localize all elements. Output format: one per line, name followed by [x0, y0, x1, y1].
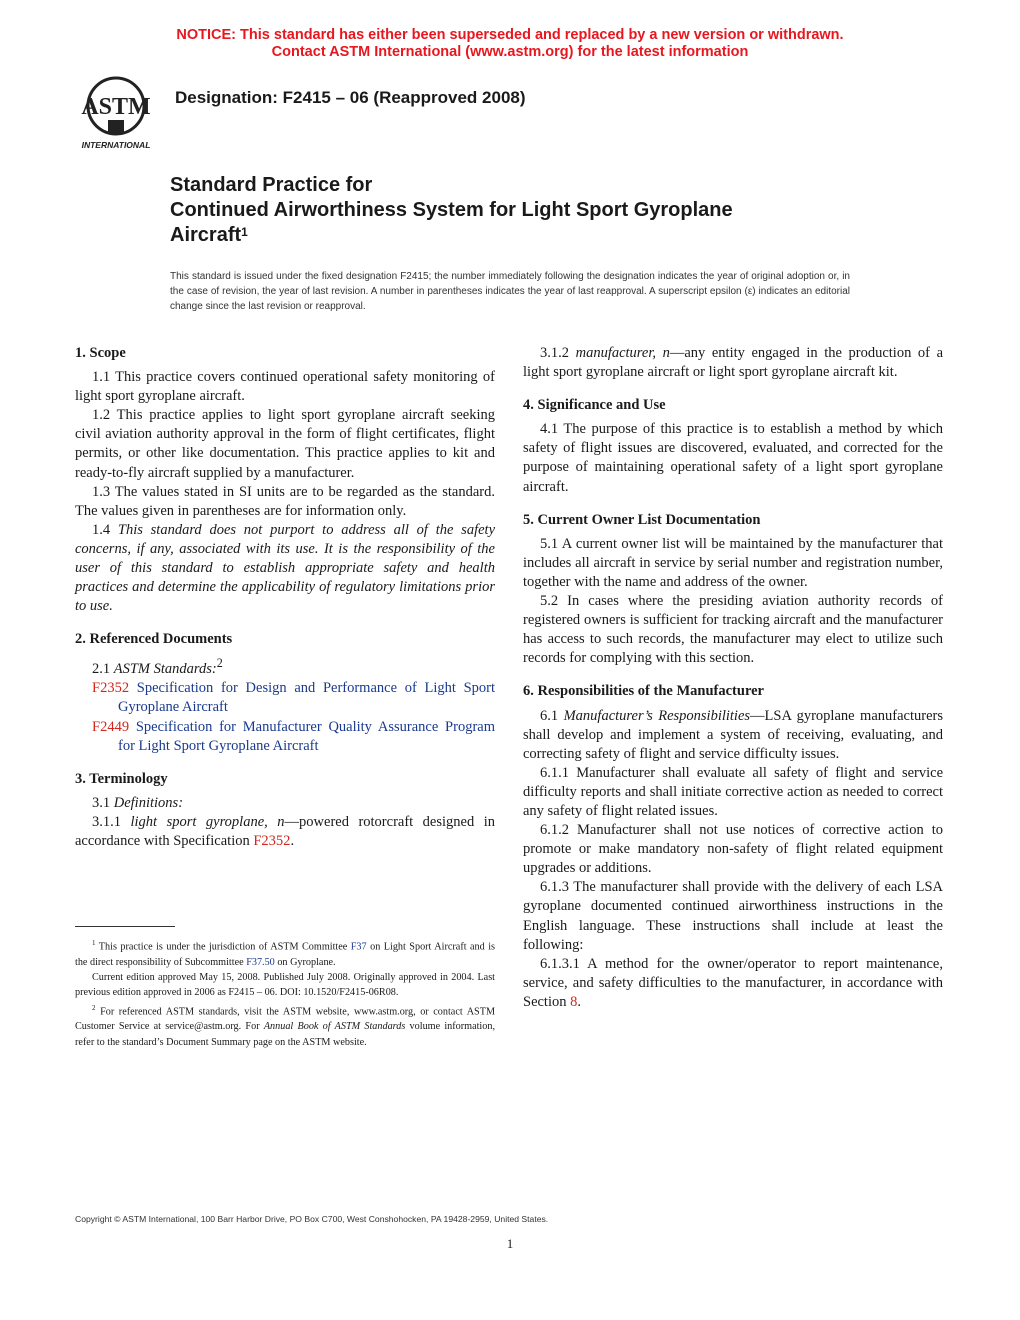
issued-note: This standard is issued under the fixed designation F2415; the number immediately following the designation indicates the year of original adoption or, in the case of revision, the year of last revision. A number in parentheses indicates the year of last reapproval. A superscript epsilon (ε) indicates an editorial change since the last revision or reapproval. — [170, 271, 850, 312]
logo-text: INTERNATIONAL — [81, 140, 151, 150]
footnote-1: $^1$ This practice is under the jurisdiction of ASTM Committee F37 on Light Sport Aircraft and is the direct responsibility of Subcommittee F37.50 on Gyroplane. — [75, 939, 495, 968]
footnote-1-edition: Current edition approved May 15, 2008. Published July 2008. Originally approved in 2004. Last previous edition approved in 2006 as F2415 – 06. DOI: 10.1520/F2415-06R08. — [75, 971, 495, 999]
paragraph-3-1-2: 3.1.2 manufacturer, n—any entity engaged in the production of a light sport gyroplane aircraft or light sport gyroplane aircraft kit. — [523, 345, 944, 381]
section-heading-owner-list: 5. Current Owner List Documentation — [523, 511, 761, 528]
left-column — [75, 344, 495, 851]
title-footnote-marker[interactable]: 1 — [241, 225, 248, 239]
paragraph-6-1-1: 6.1.1 Manufacturer shall evaluate all safety of flight and service difficulty reports and shall initiate corrective action as needed to correct any safety of flight related issues. — [523, 764, 943, 819]
footnote-2: $^2$ For referenced ASTM standards, visit the ASTM website, www.astm.org, or contact ASTM Customer Service at service@astm.org. For Annual Book of ASTM Standards volume information, refer to the standard’s Document Summary page on the ASTM website. — [75, 1003, 495, 1048]
title-line-2: Continued Airworthiness System for Light Sport Gyroplane — [170, 199, 733, 221]
footnote-divider — [75, 926, 175, 927]
reference-f2352[interactable]: F2352 Specification for Design and Performance of Light Sport Gyroplane Aircraft — [92, 680, 495, 716]
paragraph-6-1-3: 6.1.3 The manufacturer shall provide with the delivery of each LSA gyroplane documented continued airworthiness instructions in the English language. These instructions shall include at least the following: — [523, 879, 943, 953]
section-heading-responsibilities: 6. Responsibilities of the Manufacturer — [523, 683, 764, 700]
paragraph-6-1: 6.1 Manufacturer’s Responsibilities—LSA gyroplane manufacturers shall develop and implement a system of receiving, evaluating, and correcting safety of flight and service difficulty issues. — [523, 707, 943, 762]
paragraph-1-3: 1.3 The values stated in SI units are to be regarded as the standard. The values given in parentheses are for information only. — [75, 483, 495, 519]
notice-line-1: NOTICE: This standard has either been superseded and replaced by a new version or withdrawn. — [176, 27, 844, 43]
svg-text:ASTM: ASTM — [81, 94, 151, 120]
footnotes — [75, 936, 495, 1050]
section-heading-scope: 1. Scope — [75, 345, 126, 361]
page-number: 1 — [506, 1236, 514, 1251]
astm-international-logo-icon — [70, 74, 162, 154]
reference-f2449[interactable]: F2449 Specification for Manufacturer Quality Assurance Program for Light Sport Gyroplane Aircraft — [92, 718, 495, 754]
notice-line-2: Contact ASTM International (www.astm.org) for the latest information — [271, 44, 749, 60]
paragraph-3-1-1: 3.1.1 light sport gyroplane, n—powered rotorcraft designed in accordance with Specification F2352. — [75, 813, 496, 849]
link-f2352[interactable]: F2352 — [253, 832, 291, 849]
paragraph-2-1: 2.1 ASTM Standards:$^2$ — [92, 656, 223, 678]
right-column — [523, 344, 943, 1012]
paragraph-1-4: 1.4 This standard does not purport to address all of the safety concerns, if any, associated with its use. It is the responsibility of the user of this standard to establish appropriate safety and health practices and determine the applicability of regulatory limitations prior to use. — [75, 521, 496, 615]
designation: Designation: F2415 – 06 (Reapproved 2008) — [175, 88, 526, 107]
paragraph-1-2: 1.2 This practice applies to light sport gyroplane aircraft seeking civil aviation authority approval in the form of flight certificates, flight permits, or other like documentation. This practice applies to kit and ready-to-fly aircraft supplied by a manufacturer. — [75, 407, 495, 481]
paragraph-5-2: 5.2 In cases where the presiding aviation authority records of registered owners is sufficient for tracking aircraft and the manufacturer has access to such records, the manufacturer may elect to utilize such records for complying with this section. — [523, 593, 943, 667]
link-committee-f37[interactable]: F37 — [350, 941, 367, 953]
title-line-1: Standard Practice for — [170, 174, 373, 196]
withdrawal-notice — [0, 27, 1020, 61]
section-heading-significance: 4. Significance and Use — [523, 397, 666, 414]
paragraph-3-1: 3.1 Definitions: — [92, 794, 184, 811]
paragraph-6-1-3-1: 6.1.3.1 A method for the owner/operator to report maintenance, service, and safety difficulties to the manufacturer, in accordance with Section 8. — [523, 955, 943, 1010]
section-heading-referenced-documents: 2. Referenced Documents — [75, 631, 233, 648]
paragraph-5-1: 5.1 A current owner list will be maintained by the manufacturer that includes all aircraft in service by serial number and registration number, together with the name and address of the owner. — [523, 535, 943, 590]
copyright-line: Copyright © ASTM International, 100 Barr Harbor Drive, PO Box C700, West Conshohocken, PA 19428-2959, United States. — [75, 1214, 549, 1224]
link-section-8[interactable]: 8 — [570, 993, 578, 1010]
paragraph-4-1: 4.1 The purpose of this practice is to establish a method by which safety of flight issues are discovered, evaluated, and corrected for the purpose of maintaining operational safety of a light sport gyroplane aircraft. — [523, 421, 943, 495]
title-line-3: Aircraft$^1$ — [170, 224, 248, 246]
paragraph-6-1-2: 6.1.2 Manufacturer shall not use notices of corrective action to promote or make mandatory non-safety of flight related equipment upgrades or additions. — [523, 822, 943, 877]
document-title — [170, 173, 930, 248]
section-heading-terminology: 3. Terminology — [75, 770, 168, 787]
paragraph-1-1: 1.1 This practice covers continued operational safety monitoring of light sport gyroplane aircraft. — [75, 369, 495, 405]
link-subcommittee-f37-50[interactable]: F37.50 — [246, 956, 275, 968]
footnote-marker-2[interactable]: 2 — [216, 656, 223, 671]
